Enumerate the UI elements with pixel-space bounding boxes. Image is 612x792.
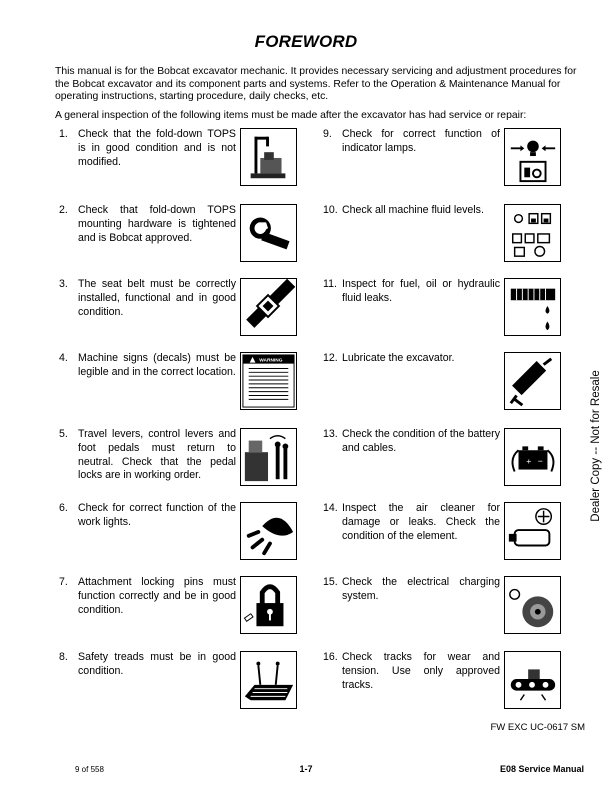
item-text: Check the electrical charging system.	[342, 576, 500, 602]
item-number: 15.	[323, 576, 338, 588]
item-text: Travel levers, control levers and foot pedals must return to neutral. Check that the pedal locks are in working order.	[78, 428, 236, 482]
item-number: 12.	[323, 352, 338, 364]
svg-text:+: +	[526, 455, 532, 466]
warning-label: WARNING	[259, 358, 283, 364]
item-number: 6.	[59, 502, 68, 514]
item-text: Check that fold-down TOPS mounting hardware is tightened and is Bobcat approved.	[78, 204, 236, 244]
grease-gun-icon	[504, 352, 561, 410]
item-text: The seat belt must be correctly installed, functional and in good condition.	[78, 278, 236, 318]
item-text: Machine signs (decals) must be legible and in the correct location.	[78, 352, 236, 378]
indicator-lamp-icon	[504, 128, 561, 186]
tops-icon	[240, 128, 297, 186]
work-light-icon	[240, 502, 297, 560]
item-number: 5.	[59, 428, 68, 440]
item-number: 10.	[323, 204, 338, 216]
document-code: FW EXC UC-0617 SM	[490, 722, 585, 733]
item-text: Check for correct function of indicator lamps.	[342, 128, 500, 154]
item-number: 16.	[323, 651, 338, 663]
svg-text:−: −	[537, 455, 543, 466]
alternator-icon	[504, 576, 561, 634]
battery-icon	[504, 428, 561, 486]
item-text: Inspect the air cleaner for damage or leaks. Check the condition of the element.	[342, 502, 500, 542]
wrench-icon	[240, 204, 297, 262]
item-number: 1.	[59, 128, 68, 140]
item-text: Check tracks for wear and tension. Use only approved tracks.	[342, 651, 500, 691]
fluid-leak-icon	[504, 278, 561, 336]
item-text: Inspect for fuel, oil or hydraulic fluid leaks.	[342, 278, 500, 304]
warning-decal-icon	[240, 352, 297, 410]
page-number: 1-7	[299, 764, 313, 774]
item-number: 9.	[323, 128, 332, 140]
item-number: 13.	[323, 428, 338, 440]
item-number: 8.	[59, 651, 68, 663]
dealer-copy-note: Dealer Copy -- Not for Resale	[590, 370, 602, 522]
item-text: Safety treads must be in good condition.	[78, 651, 236, 677]
item-number: 11.	[323, 278, 337, 290]
safety-tread-icon	[240, 651, 297, 709]
item-text: Check the condition of the battery and cables.	[342, 428, 500, 454]
inspection-lead-in: A general inspection of the following items must be made after the excavator has had service or repair:	[55, 109, 527, 121]
item-number: 4.	[59, 352, 68, 364]
control-levers-icon	[240, 428, 297, 486]
page-title: FOREWORD	[254, 32, 358, 51]
item-number: 7.	[59, 576, 68, 588]
item-text: Check for correct function of the work lights.	[78, 502, 236, 528]
page-count: 9 of 558	[75, 765, 104, 774]
padlock-icon	[240, 576, 297, 634]
item-text: Attachment locking pins must function correctly and be in good condition.	[78, 576, 236, 616]
item-number: 14.	[323, 502, 338, 514]
air-cleaner-icon	[504, 502, 561, 560]
item-text: Check all machine fluid levels.	[342, 204, 484, 216]
manual-title: E08 Service Manual	[499, 764, 584, 774]
item-text: Lubricate the excavator.	[342, 352, 455, 364]
item-number: 3.	[59, 278, 68, 290]
item-number: 2.	[59, 204, 68, 216]
intro-paragraph: This manual is for the Bobcat excavator mechanic. It provides necessary servicing and adjustment procedures for the Bobcat excavator and its component parts and systems. Refer to the Operation & Maintenance Manual for operating instructions, starting procedure, daily checks, etc.	[55, 66, 577, 103]
item-text: Check that the fold-down TOPS is in good condition and is not modified.	[78, 128, 236, 168]
fluid-levels-icon	[504, 204, 561, 262]
track-icon	[504, 651, 561, 709]
seat-belt-icon	[240, 278, 297, 336]
intro-text	[55, 66, 585, 128]
